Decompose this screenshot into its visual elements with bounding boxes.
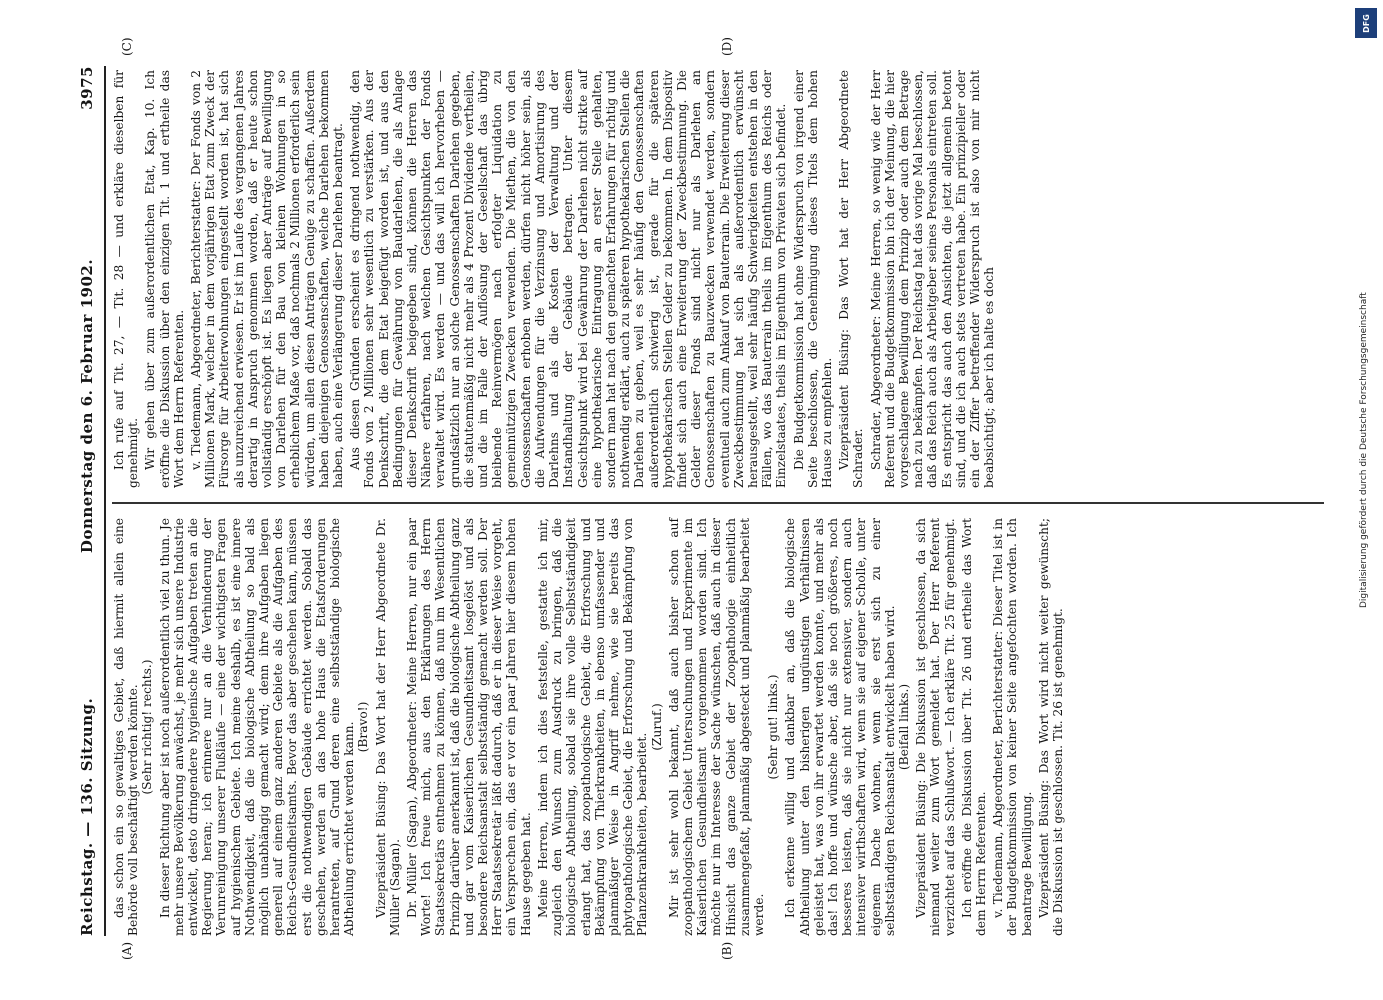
marker-c: (C)	[120, 37, 134, 56]
paragraph: (Sehr richtig! rechts.)	[140, 659, 155, 795]
paragraph: das schon ein so gewaltiges Gebiet, daß hiermit allein eine Behörde voll beschäftigt werden könnte.	[112, 518, 141, 936]
paragraph: Ich erkenne willig und dankbar an, daß die biologische Abtheilung unter den bisherigen ungünstigen Verhältnissen geleistet hat, was von ihr erwartet werden konnte, und mehr als das! Ich hoffe und wünsche aber, daß sie noch größeres, noch besseres leisten, daß sie nicht nur extensiver, sondern auch intensiver wirthschaften wird, wenn sie auf eigener Scholle, unter eigenem Dache wohnen, wenn sie erst sich zu einer selbstständigen Reichsanstalt entwickelt haben wird.	[783, 518, 897, 936]
paragraph: Wir gehen über zum außerordentlichen Etat, Kap. 10. Ich eröffne die Diskussion über den einzigen Tit. 1 und ertheile das Wort dem Herrn Referenten.	[143, 70, 186, 488]
page-header	[78, 66, 102, 936]
header-date: Donnerstag den 6. Februar 1902.	[78, 258, 96, 554]
paragraph: Ich rufe auf Tit. 27, — Tit. 28 — und erkläre dieselben für genehmigt.	[112, 70, 141, 488]
column-divider	[112, 503, 1324, 505]
paragraph: Dr. Müller (Sagan), Abgeordneter: Meine Herren, nur ein paar Worte! Ich freue mich, aus den Erklärungen des Herrn Staatssekretärs entnehmen zu können, daß nun im Wesentlichen Prinzip darüber anerkannt ist, daß die biologische Abtheilung ganz und gar vom Kaiserlichen Gesundheitsamt losgelöst und als besondere Reichsanstalt selbstständig gemacht werden soll. Der Herr Staatssekretär läßt dadurch, daß er in dieser Weise vorgeht, ein Versprechen ein, das er vor ein paar Jahren hier diesem hohen Hause gegeben hat.	[405, 518, 533, 936]
paragraph: (Sehr gut! links.)	[766, 674, 781, 780]
paragraph: Vizepräsident Büsing: Das Wort hat der Herr Abgeordnete Dr. Müller (Sagan).	[373, 518, 402, 936]
paragraph: Vizepräsident Büsing: Das Wort wird nicht weiter gewünscht; die Diskussion ist geschlossen. Tit. 26 ist genehmigt.	[1036, 518, 1065, 936]
header-rule	[104, 66, 106, 936]
paragraph: Vizepräsident Büsing: Das Wort hat der Herr Abgeordnete Schrader.	[837, 70, 866, 488]
paragraph: In dieser Richtung aber ist noch außerordentlich viel zu thun. Je mehr unsere Bevölkerung anwächst, je mehr sich unsere Industrie entwickelt, desto dringendere hygienische Aufgaben treten an die Regierung heran; ich erinnere nur an die Verhinderung der Verunreinigung unserer Flußläufe — eine der wichtigsten Fragen auf hygienischem Gebiete. Ich meine deshalb, es ist eine innere Nothwendigkeit, daß die biologische Abtheilung so bald als möglich unabhängig gemacht wird; denn ihre Aufgaben liegen generell auf einem ganz anderen Gebiete als die Aufgaben des Reichs-Gesundheitsamts. Bevor das aber geschehen kann, müssen erst die nothwendigen Gebäude errichtet werden. Sobald das geschehen, werden an das hohe Haus die Etatsforderungen herantreten, auf Grund deren eine selbstständige biologische Abtheilung errichtet werden kann.	[157, 518, 357, 936]
paragraph: Aus diesen Gründen erscheint es dringend nothwendig, den Fonds von 2 Millionen sehr wesentlich zu verstärken. Aus der Denkschrift, die dem Etat beigefügt worden ist, und aus den Bedingungen für Gewährung von Baudarlehen, die als Anlage dieser Denkschrift beigegeben sind, können die Herren das Nähere erfahren, nach welchen Gesichtspunkten der Fonds verwaltet wird. Es werden — und das will ich hervorheben — grundsätzlich nur an solche Genossenschaften Darlehen gegeben, die statutenmäßig nicht mehr als 4 Prozent Dividende vertheilen, und die im Falle der Auflösung der Gesellschaft das übrig bleibende Reinvermögen nach erfolgter Liquidation zu gemeinnützigen Zwecken verwenden. Die Miethen, die von den Genossenschaften erhoben werden, dürfen nicht höher sein, als die Aufwendungen für die Verzinsung und Amortisirung des Darlehns und als die Kosten der Verwaltung und der Instandhaltung der Gebäude betragen. Unter diesem Gesichtspunkt wird bei Gewährung der Darlehen nicht strikte auf eine hypothekarische Eintragung an erster Stelle gehalten, sondern man hat nach den gemachten Erfahrungen für richtig und nothwendig erklärt, auch zu späteren hypothekarischen Stellen die Darlehen zu geben, weil es sehr häufig den Genossenschaften außerordentlich schwierig ist, gerade für die späteren hypothekarischen Stellen Gelder zu bekommen. In dem Dispositiv findet sich auch eine Erweiterung der Zweckbestimmung. Die Gelder dieser Fonds sind nicht nur als Darlehen an Genossenschaften zu Bauzwecken verwendet werden, sondern eventuell auch zum Ankauf von Bauterrain. Die Erweiterung dieser Zweckbestimmung hat sich als außerordentlich erwünscht herausgestellt, weil sehr häufig Schwierigkeiten entstehen in den Fällen, wo das Bauterrain theils im Eigenthum des Reichs oder Einzelstaates, theils im Eigenthum von Privaten sich befindet.	[348, 70, 789, 488]
paragraph: Ich eröffne die Diskussion über Tit. 26 und ertheile das Wort dem Herrn Referenten.	[959, 518, 988, 936]
header-session: Reichstag. — 136. Sitzung.	[78, 697, 96, 936]
paragraph: (Zuruf.)	[649, 703, 664, 751]
paragraph: v. Tiedemann, Abgeordneter, Berichterstatter: Dieser Titel ist in der Budgetkommission von keiner Seite angefochten worden. Ich beantrage Bewilligung.	[991, 518, 1034, 936]
page-number: 3975	[78, 66, 96, 110]
right-column	[112, 70, 996, 488]
paragraph: (Beifall links.)	[896, 683, 911, 771]
marker-d: (D)	[720, 37, 734, 56]
side-strip	[1355, 8, 1377, 968]
paragraph: (Bravo!)	[356, 701, 371, 753]
paragraph: Die Budgetkommission hat ohne Widerspruch von irgend einer Seite beschlossen, die Genehmigung dieses Titels dem hohen Hause zu empfehlen.	[791, 70, 834, 488]
digitization-note: Digitalisierung gefördert durch die Deutsche Forschungsgemeinschaft	[1359, 292, 1369, 608]
paragraph: Mir ist sehr wohl bekannt, daß auch bisher schon auf zoopathologischem Gebiet Untersuchungen und Experimente im Kaiserlichen Gesundheitsamt vorgenommen worden sind. Ich möchte nur im Interesse der Sache wünschen, daß auch in dieser Hinsicht das ganze Gebiet der Zoopathologie einheitlich zusammengefaßt, planmäßig abgesteckt und planmäßig bearbeitet werde.	[666, 518, 766, 936]
dfg-logo	[1355, 8, 1377, 38]
paragraph: Schrader, Abgeordneter: Meine Herren, so wenig wie der Herr Referent und die Budgetkommission bin ich der Meinung, die hier vorgeschlagene Bewilligung dem Prinzip oder auch dem Betrage nach zu bekämpfen. Der Reichstag hat das vorige Mal beschlossen, daß das Reich auch als Arbeitgeber seines Personals eintreten soll. Es entspricht das auch den Ansichten, die jetzt allgemein betont sind, und die ich auch stets vertreten habe. Ein prinzipieller oder ein der Ziffer betreffender Widerspruch ist also von mir nicht beabsichtigt; aber ich halte es doch	[868, 70, 997, 488]
marker-a: (A)	[120, 941, 134, 960]
paragraph: v. Tiedemann, Abgeordneter, Berichterstatter: Der Fonds von 2 Millionen Mark, welcher in dem vorjährigen Etat zum Zweck der Fürsorge für Arbeiterwohnungen eingestellt worden ist, hat sich als unzureichend erwiesen. Er ist im Laufe des vergangenen Jahres derartig in Anspruch genommen worden, daß er heute schon vollständig erschöpft ist. Es liegen aber Anträge auf Bewilligung von Darlehen für den Bau von kleinen Wohnungen in so erheblichem Maße vor, daß nochmals 2 Millionen erforderlich sein würden, um allen diesen Anträgen Genüge zu schaffen. Außerdem haben diejenigen Genossenschaften, welche Darlehen bekommen haben, auch eine Verlängerung dieser Darlehen beantragt.	[189, 70, 346, 488]
paragraph: Meine Herren, indem ich dies feststelle, gestatte ich mir, zugleich den Wunsch zum Ausdruck zu bringen, daß die biologische Abtheilung, sobald sie ihre volle Selbstständigkeit erlangt hat, das zoopathologische Gebiet, die Erforschung und Bekämpfung von Thierkrankheiten, in ebenso umfassender und planmäßiger Weise in Angriff nehme, wie sie bereits das phytopathologische Gebiet, die Erforschung und Bekämpfung von Pflanzenkrankheiten, bearbeitet.	[535, 518, 650, 936]
paragraph: Vizepräsident Büsing: Die Diskussion ist geschlossen, da sich niemand weiter zum Wort gemeldet hat. Der Herr Referent verzichtet auf das Schlußwort. — Ich erkläre Tit. 25 für genehmigt.	[914, 518, 957, 936]
marker-b: (B)	[720, 941, 734, 960]
dfg-badge-text: DFG	[1361, 13, 1371, 33]
left-column	[112, 518, 1065, 936]
